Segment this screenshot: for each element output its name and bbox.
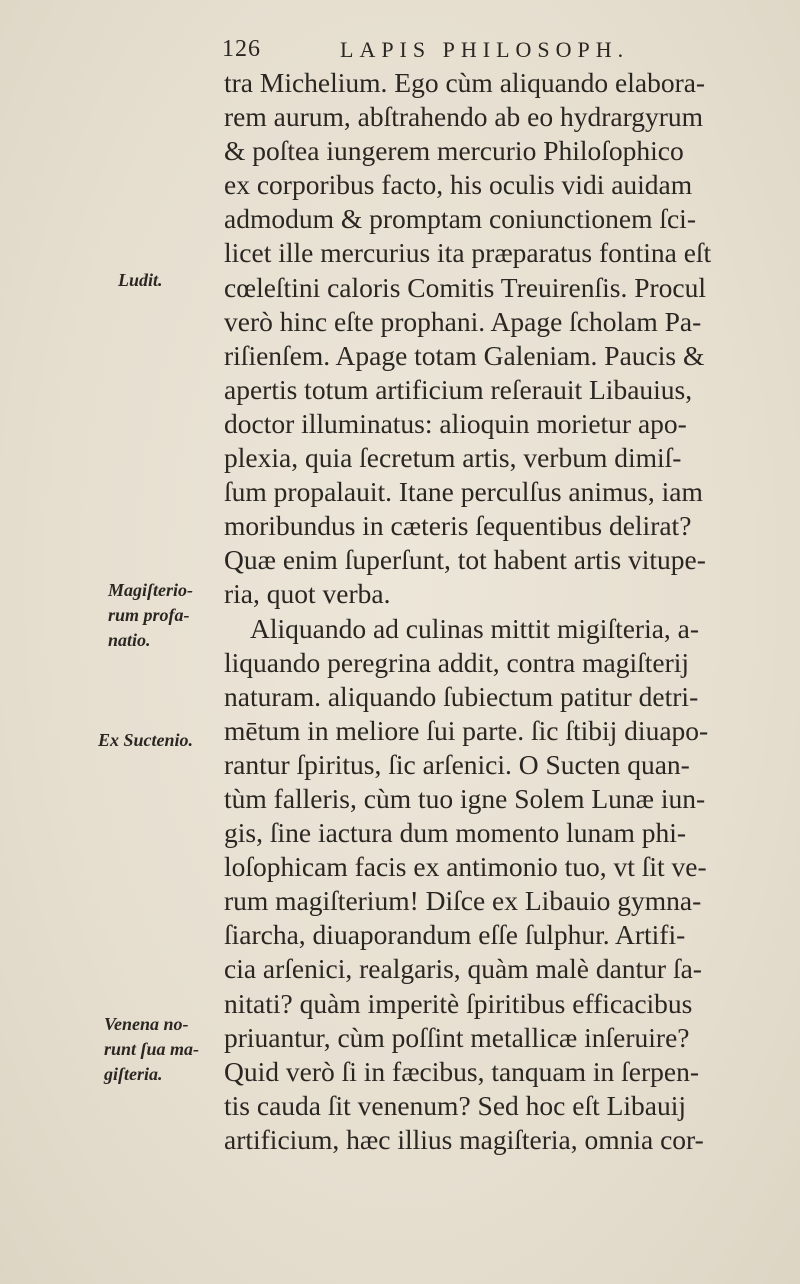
margin-note-line: rum profa- <box>108 605 190 625</box>
margin-note-venena <box>104 1012 199 1087</box>
page-number: 126 <box>222 36 261 62</box>
text-line: ex corporibus facto, his oculis vidi auidam <box>224 169 693 201</box>
text-line: verò hinc eſte prophani. Apage ſcholam Pa- <box>224 305 702 337</box>
text-line: apertis totum artificium reſerauit Libauius, <box>224 373 693 405</box>
text-line: tùm falleris, cùm tuo igne Solem Lunæ iun- <box>224 782 706 814</box>
text-line: rum magiſterium! Diſce ex Libauio gymna- <box>224 885 702 917</box>
text-line: liquando peregrina addit, contra magiſterij <box>224 646 690 678</box>
running-title: LAPIS PHILOSOPH. <box>340 37 630 62</box>
margin-note-line: runt ſua ma- <box>104 1039 200 1059</box>
text-line: nitati? quàm imperitè ſpiritibus efficacibus <box>224 987 693 1019</box>
text-line: priuantur, cùm poſſint metallicæ inſeruire? <box>224 1021 690 1053</box>
text-line: loſophicam facis ex antimonio tuo, vt ſit ve- <box>224 851 707 883</box>
text-line: cœleſtini caloris Comitis Treuirenſis. Procul <box>224 271 706 303</box>
text-line: tis cauda ſit venenum? Sed hoc eſt Libauij <box>224 1089 687 1121</box>
text-line: rem aurum, abſtrahendo ab eo hydrargyrum <box>224 101 704 133</box>
text-line: admodum & promptam coniunctionem ſci- <box>224 203 696 235</box>
text-line: plexia, quia ſecretum artis, verbum dimiſ- <box>224 442 682 474</box>
text-line: doctor illuminatus: alioquin morietur apo- <box>224 407 687 439</box>
text-line: gis, ſine iactura dum momento lunam phi- <box>224 817 687 849</box>
margin-note-line: Magiſterio- <box>108 580 193 600</box>
margin-note-line: giſteria. <box>104 1064 163 1084</box>
margin-note-line: natio. <box>108 630 151 650</box>
margin-note-line: Ludit. <box>118 270 163 290</box>
text-line: ſiarcha, diuaporandum eſſe ſulphur. Artifi- <box>224 919 686 951</box>
margin-note-line: Venena no- <box>104 1014 189 1034</box>
text-line: Quæ enim ſuperſunt, tot habent artis vitupe- <box>224 544 706 576</box>
text-line: artificium, hæc illius magiſteria, omnia cor- <box>224 1123 704 1155</box>
text-line: ſum propalauit. Itane perculſus animus, iam <box>224 476 703 508</box>
text-line: licet ille mercurius ita præparatus fontina eſt <box>224 237 712 269</box>
margin-note-magisterio <box>108 578 193 653</box>
page-header <box>222 36 782 70</box>
text-line: Aliquando ad culinas mittit migiſteria, a- <box>224 612 700 644</box>
text-line: cia arſenici, realgaris, quàm malè dantur ſa- <box>224 953 702 985</box>
text-line: moribundus in cæteris ſequentibus delirat? <box>224 510 692 542</box>
text-line: Quid verò ſi in fæcibus, tanquam in ſerpen- <box>224 1055 700 1087</box>
margin-note-sucten <box>98 728 193 753</box>
margin-note-ludit <box>118 268 163 293</box>
text-line: tra Michelium. Ego cùm aliquando elabora- <box>224 67 706 98</box>
text-line: ria, quot verba. <box>224 578 391 610</box>
text-line: naturam. aliquando ſubiectum patitur detri- <box>224 680 699 712</box>
text-line: & poſtea iungerem mercurio Philoſophico <box>224 135 684 167</box>
text-line: riſienſem. Apage totam Galeniam. Paucis & <box>224 339 705 371</box>
margin-note-line: Ex Suctenio. <box>98 730 194 750</box>
text-line: rantur ſpiritus, ſic arſenici. O Sucten quan- <box>224 748 690 780</box>
main-text-block <box>224 66 784 1157</box>
margin-notes <box>0 0 200 1284</box>
text-line: mētum in meliore ſui parte. ſic ſtibij diuapo- <box>224 714 709 746</box>
